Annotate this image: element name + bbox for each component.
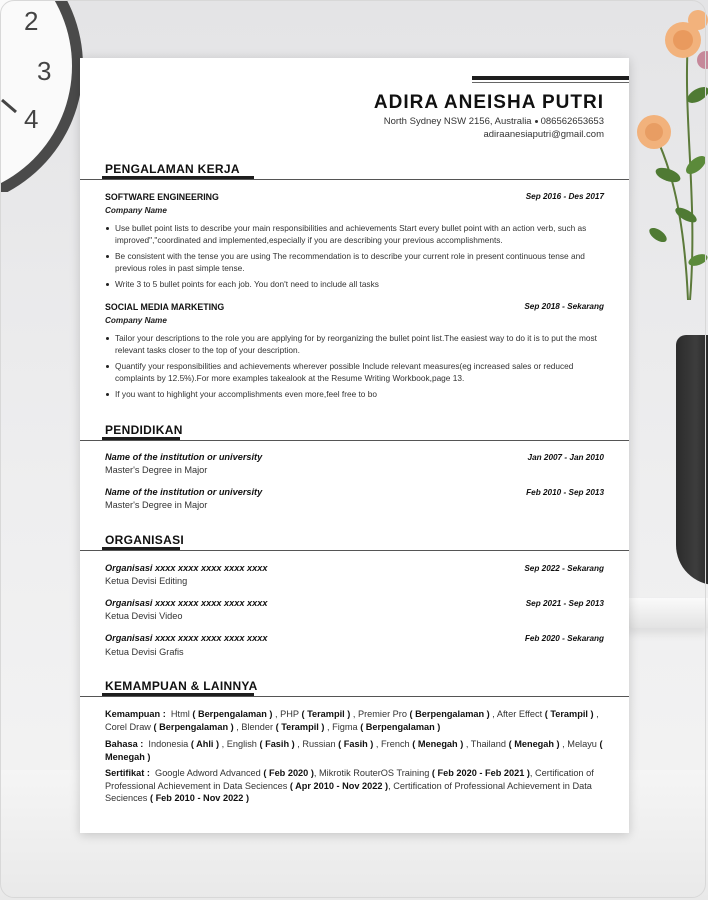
skill-name: Html — [170, 709, 190, 719]
language-name: Indonesia — [148, 739, 189, 749]
skill-name: After Effect — [496, 709, 543, 719]
degree: Master's Degree in Major — [105, 465, 208, 475]
organization-role: Ketua Devisi Editing — [105, 576, 188, 586]
candidate-name: ADIRA ANEISHA PUTRI — [373, 92, 604, 113]
institution-name: Name of the institution or university — [105, 487, 263, 497]
list-item: Tailor your descriptions to the role you are applying for by reorganizing the bullet point list.The easiest way to do it is to put the most relevant tasks closer to the top of your description. — [105, 332, 605, 357]
section-divider — [80, 179, 629, 180]
job-role: SOFTWARE ENGINEERING — [105, 192, 219, 202]
degree: Master's Degree in Major — [105, 500, 208, 510]
certificate-date: ( Apr 2010 - Nov 2022 ) — [289, 780, 389, 791]
section-title-organization: ORGANISASI — [105, 533, 185, 547]
clock-number: 3 — [37, 56, 52, 86]
language-level: ( Menegah ) — [412, 739, 464, 749]
certificate-name: Certification of Professional Achievement in Data Seciences — [105, 768, 594, 791]
list-item: Be consistent with the tense you are using The recommendation is to describe your current role in present continuous tense and previous roles in past simple tense. — [105, 250, 605, 275]
job-company: Company Name — [105, 316, 167, 325]
organization-date: Feb 2020 - Sekarang — [524, 634, 604, 643]
institution-name: Name of the institution or university — [105, 452, 263, 462]
skill-label: Kemampuan : — [105, 709, 166, 719]
list-item: If you want to highlight your accomplishments even more,feel free to bo — [105, 388, 605, 400]
clock-number: 2 — [24, 6, 39, 36]
education-date: Feb 2010 - Sep 2013 — [526, 488, 604, 497]
language-level: ( Menegah ) — [508, 739, 560, 749]
phone: 086562653653 — [540, 116, 604, 127]
skill-level: ( Berpengalaman ) — [192, 709, 273, 719]
section-title-education: PENDIDIKAN — [105, 423, 183, 437]
language-name: Russian — [302, 739, 336, 749]
organization-date: Sep 2021 - Sep 2013 — [525, 599, 604, 608]
language-name: French — [381, 739, 410, 749]
skills-kemampuan: Kemampuan : Html ( Berpengalaman ) , PHP ( Terampil ) , Premier Pro ( Berpengalaman ) , After Effect ( Terampil ) , Corel Draw ( Berpengalaman ) , Blender ( Terampil ) , Figma ( Berpengalaman ) — [105, 709, 599, 732]
job-date: Sep 2018 - Sekarang — [524, 302, 604, 311]
skill-name: PHP — [280, 709, 299, 719]
certificate-date: ( Feb 2010 - Nov 2022 ) — [149, 793, 250, 803]
organization-name: Organisasi xxxx xxxx xxxx xxxx xxxx — [105, 598, 268, 608]
organization-name: Organisasi xxxx xxxx xxxx xxxx xxxx — [105, 563, 268, 573]
language-name: Melayu — [567, 739, 597, 749]
education-date: Jan 2007 - Jan 2010 — [527, 453, 604, 462]
certificate-name: Certification of Professional Achievement in Data Seciences — [105, 780, 592, 803]
certificate-date: ( Feb 2020 ) — [263, 768, 314, 778]
organization-role: Ketua Devisi Grafis — [105, 647, 184, 657]
skill-label: Sertifikat : — [105, 768, 150, 778]
section-title-experience: PENGALAMAN KERJA — [105, 162, 240, 176]
skill-level: ( Terampil ) — [275, 721, 325, 732]
organization-name: Organisasi xxxx xxxx xxxx xxxx xxxx — [105, 633, 268, 643]
certificate-name: Mikrotik RouterOS Training — [319, 768, 430, 778]
list-item: Write 3 to 5 bullet points for each job. You don't need to include all tasks — [105, 278, 605, 290]
skill-name: Corel Draw — [105, 721, 151, 732]
contact-info — [384, 116, 604, 141]
list-item: Use bullet point lists to describe your main responsibilities and achievements Start every bullet point with an action verb, such as improved","coordinated and implemented,especially if you are describing your previous accomplishments. — [105, 222, 605, 247]
language-name: English — [226, 739, 257, 749]
header-accent-line — [472, 82, 629, 83]
skill-level: ( Berpengalaman ) — [153, 721, 234, 732]
skill-name: Blender — [241, 721, 274, 732]
skill-name: Figma — [332, 721, 358, 732]
section-divider — [80, 440, 629, 441]
language-level: ( Ahli ) — [190, 739, 220, 749]
skills-sertifikat: Sertifikat : Google Adword Advanced ( Feb 2020 ), Mikrotik RouterOS Training ( Feb 2020 - Feb 2021 ), Certification of Professional Achievement in Data Seciences ( Apr 2010 - Nov 2022 ), Certification of Professional Achievement in Data Seciences ( Feb 2010 - Nov 2022 ) — [105, 768, 594, 803]
language-level: ( Fasih ) — [338, 739, 374, 749]
job-company: Company Name — [105, 206, 167, 215]
separator-dot — [535, 120, 538, 123]
job-bullets — [105, 332, 605, 404]
certificate-date: ( Feb 2020 - Feb 2021 ) — [431, 768, 530, 778]
header-accent-bar — [472, 76, 629, 80]
skill-level: ( Berpengalaman ) — [409, 709, 490, 719]
list-item: Quantify your responsibilities and achievements wherever possible Include relevant measures(eg increased sales or reduced complaints by 12.5%).For more examples takealook at the Resume Writing Workbook,page 13. — [105, 360, 605, 385]
section-divider — [80, 696, 629, 697]
skills-bahasa: Bahasa : Indonesia ( Ahli ) , English ( Fasih ) , Russian ( Fasih ) , French ( Menegah ) , Thailand ( Menegah ) , Melayu ( Menegah ) — [105, 739, 603, 762]
language-level: ( Fasih ) — [259, 739, 295, 749]
certificate-name: Google Adword Advanced — [155, 768, 261, 778]
address: North Sydney NSW 2156, Australia — [383, 116, 532, 127]
resume-page — [80, 58, 629, 833]
section-title-skills: KEMAMPUAN & LAINNYA — [105, 679, 258, 693]
clock-number: 4 — [24, 104, 39, 134]
skill-name: Premier Pro — [357, 709, 407, 719]
job-date: Sep 2016 - Des 2017 — [525, 192, 604, 201]
language-name: Thailand — [470, 739, 507, 749]
job-bullets — [105, 222, 605, 294]
skill-level: ( Terampil ) — [544, 709, 594, 719]
skill-label: Bahasa : — [105, 739, 144, 749]
section-divider — [80, 550, 629, 551]
language-level: ( Menegah ) — [105, 739, 603, 762]
job-role: SOCIAL MEDIA MARKETING — [105, 302, 225, 312]
skill-level: ( Terampil ) — [301, 709, 351, 719]
organization-role: Ketua Devisi Video — [105, 611, 183, 621]
organization-date: Sep 2022 - Sekarang — [524, 564, 604, 573]
email: adiraanesiaputri@gmail.com — [483, 128, 604, 140]
skill-level: ( Berpengalaman ) — [360, 721, 441, 732]
